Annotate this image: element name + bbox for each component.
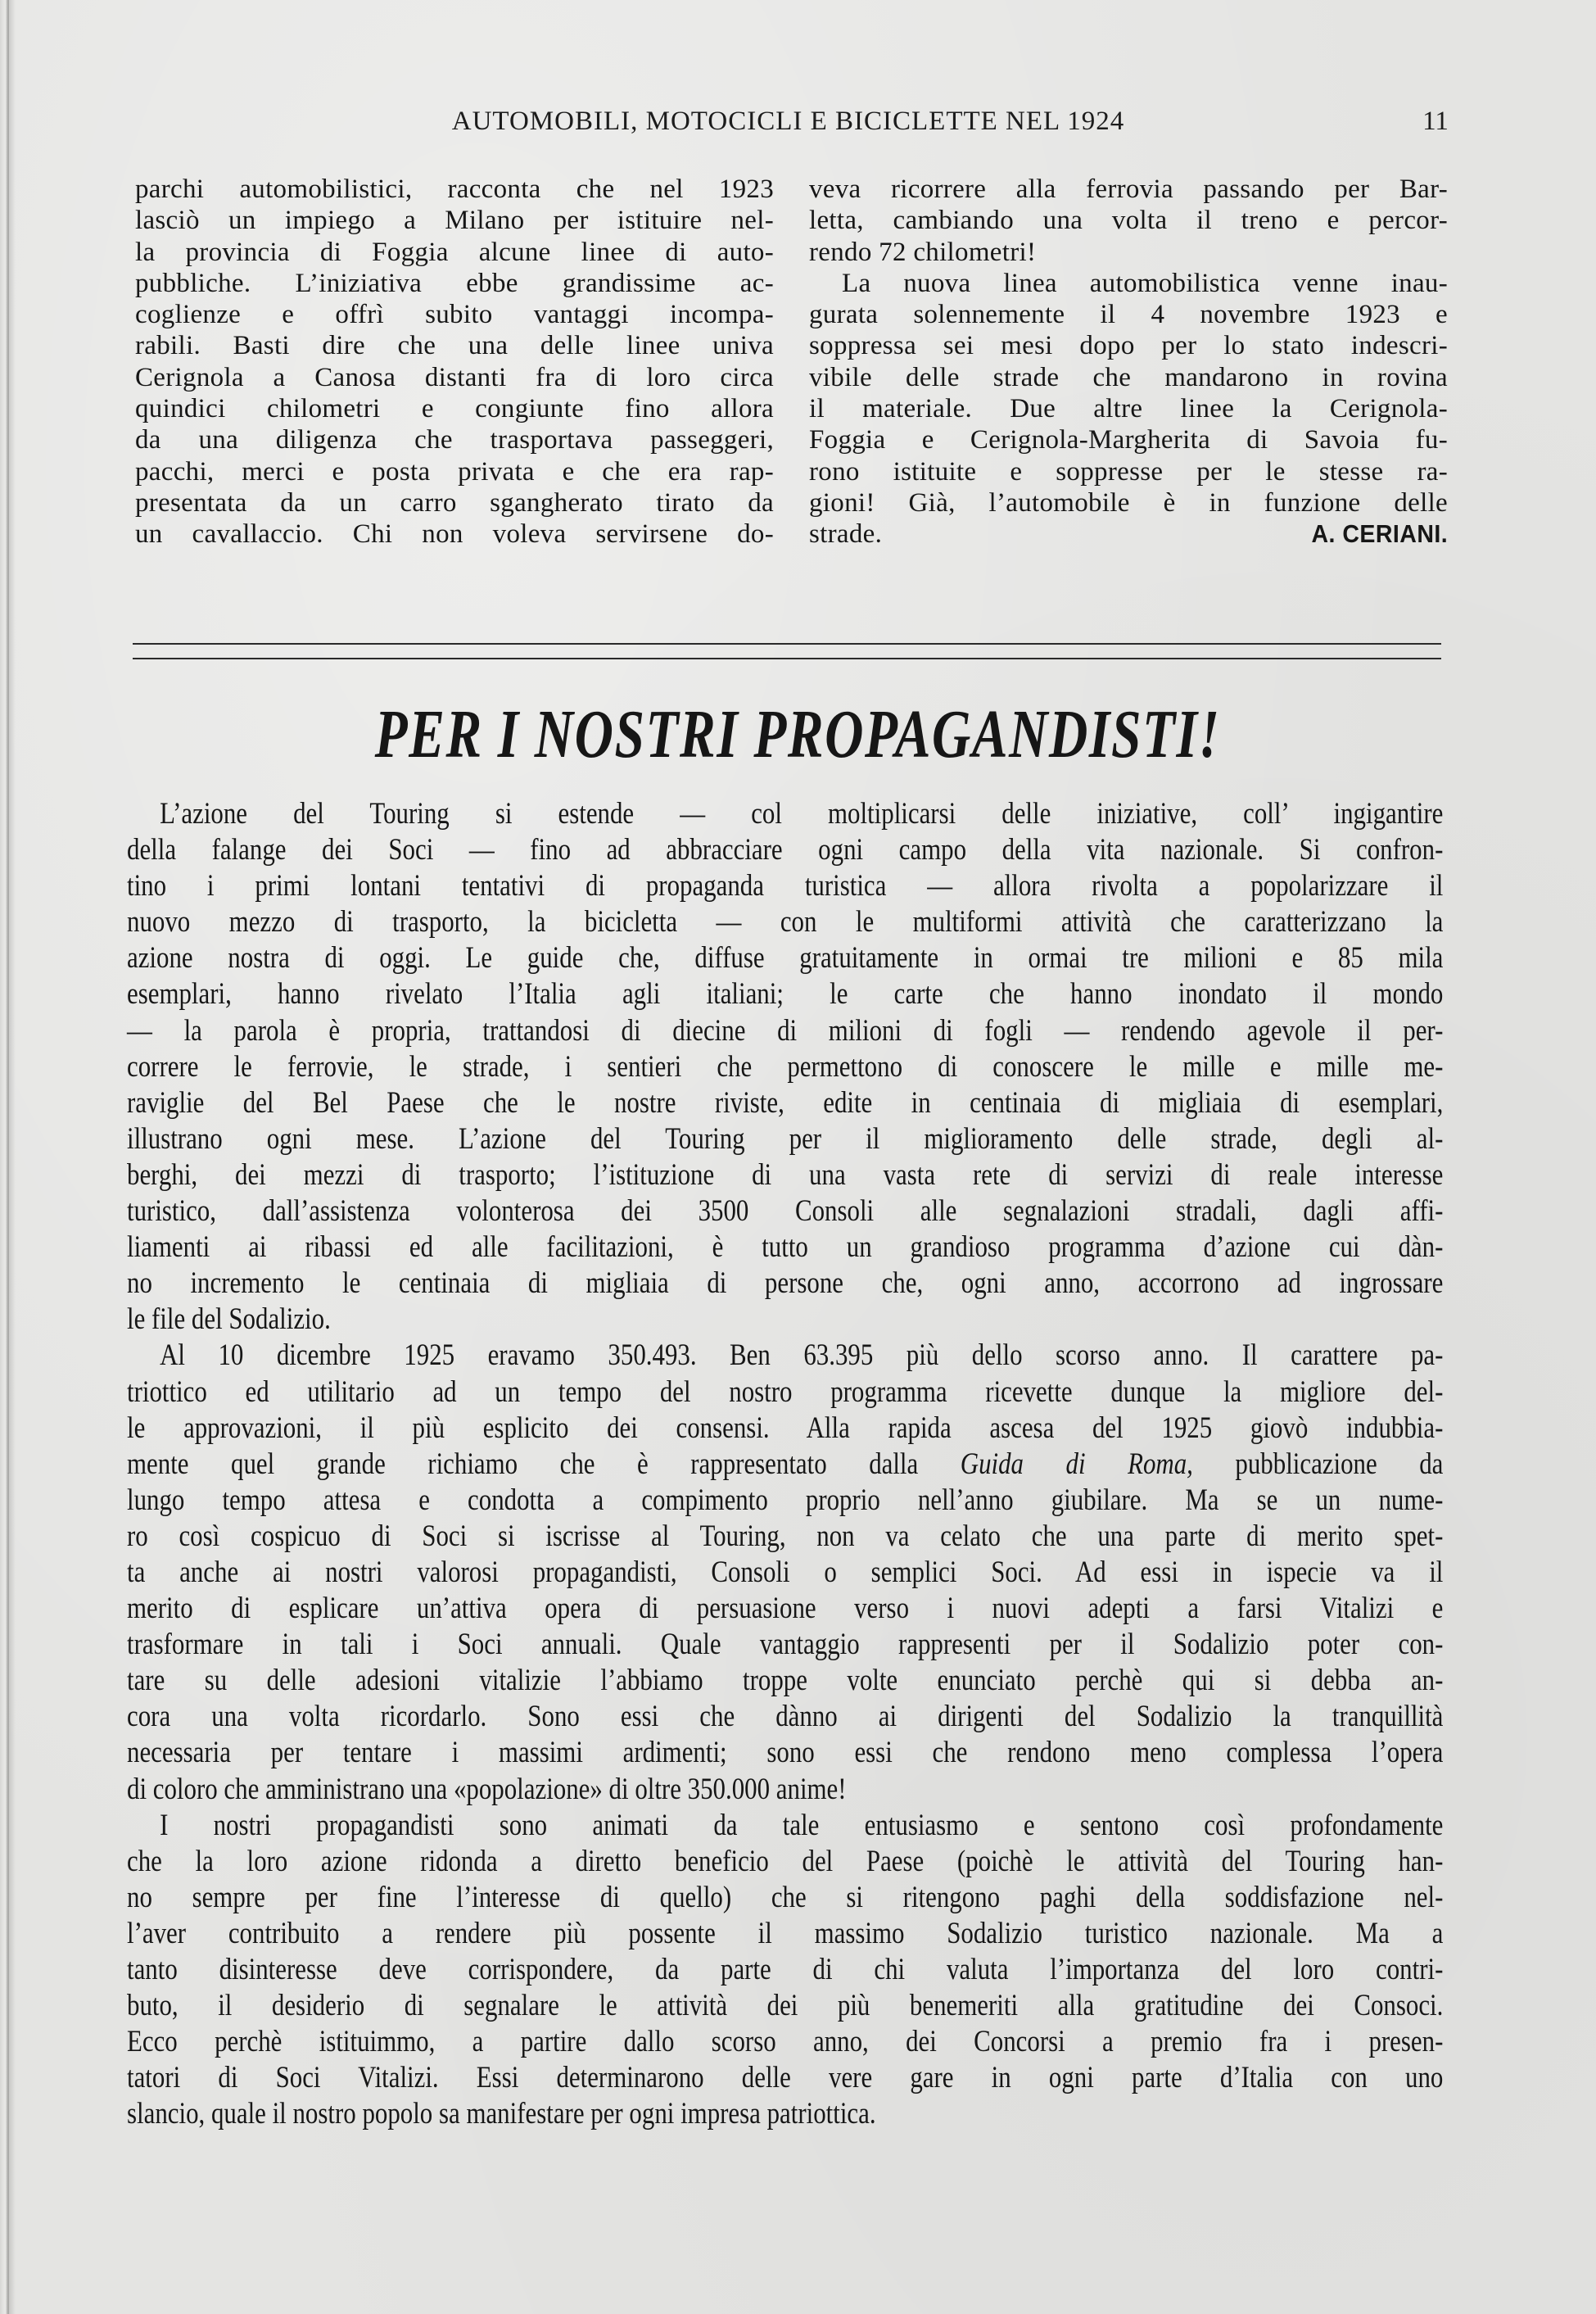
line-text: cora una volta ricordarlo. Sono essi che dànno ai dirigenti del Sodalizio la tranquillità bbox=[127, 1700, 1444, 1734]
article-title bbox=[0, 695, 1596, 774]
column-line: rono istituite e soppresse per le stesse ra- bbox=[809, 456, 1448, 487]
column-line: veva ricorrere alla ferrovia passando per Bar- bbox=[809, 174, 1448, 204]
paragraph-line bbox=[127, 2024, 1443, 2060]
paragraph-first-line bbox=[127, 796, 1443, 832]
column-line: parchi automobilistici, racconta che nel 1923 bbox=[135, 174, 774, 204]
section-divider-bottom bbox=[133, 658, 1441, 659]
line-text: tare su delle adesioni vitalizie l’abbiamo troppe volte enunciato perchè qui si debba an- bbox=[127, 1664, 1444, 1698]
line-text-segment: mente quel grande richiamo che è rappresentato dalla bbox=[127, 1447, 919, 1481]
paragraph-line bbox=[127, 1952, 1443, 1988]
line-text: tino i primi lontani tentativi di propaganda turistica — allora rivolta a popolarizzare il bbox=[127, 869, 1444, 903]
line-text: triottico ed utilitario ad un tempo del nostro programma ricevette dunque la migliore del- bbox=[127, 1374, 1444, 1409]
line-text: no sempre per fine l’interesse di quello) che si ritengono paghi della soddisfazione nel- bbox=[127, 1880, 1444, 1914]
article-body bbox=[127, 796, 1443, 2132]
paragraph-line bbox=[127, 2060, 1443, 2096]
paragraph-first-line bbox=[127, 1338, 1443, 1374]
column-line: La nuova linea automobilistica venne inau- bbox=[842, 268, 1448, 298]
line-text: nuovo mezzo di trasporto, la bicicletta — con le multiformi attività che caratterizzano la bbox=[127, 905, 1444, 940]
line-text: liamenti ai ribassi ed alle facilitazioni, è tutto un grandioso programma d’azione cui dàn- bbox=[127, 1230, 1444, 1265]
paragraph-line bbox=[127, 1627, 1443, 1663]
column-line: Cerignola a Canosa distanti fra di loro circa bbox=[135, 362, 774, 392]
column-line: letta, cambiando una volta il treno e percor- bbox=[809, 206, 1448, 236]
line-text: Al 10 dicembre 1925 eravamo 350.493. Ben 63.395 più dello scorso anno. Il carattere pa- bbox=[160, 1338, 1444, 1373]
line-text: merito di esplicare un’attiva opera di persuasione verso i nuovi adepti a farsi Vitalizi e bbox=[127, 1592, 1444, 1626]
line-text: slancio, quale il nostro popolo sa manifestare per ogni impresa patriottica. bbox=[127, 2097, 876, 2131]
paragraph-line bbox=[127, 1121, 1443, 1157]
line-text: le approvazioni, il più esplicito dei consensi. Alla rapida ascesa del 1925 giovò indubbia- bbox=[127, 1411, 1444, 1445]
line-text: Ecco perchè istituimmo, a partire dallo scorso anno, dei Concorsi a premio fra i presen- bbox=[127, 2025, 1444, 2059]
column-line: pubbliche. L’iniziativa ebbe grandissime ac- bbox=[135, 268, 774, 298]
paragraph-line bbox=[127, 1193, 1443, 1229]
paragraph-line bbox=[127, 2096, 1443, 2132]
line-text: che la loro azione ridonda a diretto beneficio del Paese (poichè le attività del Touring han- bbox=[127, 1844, 1444, 1878]
line-text: I nostri propagandisti sono animati da tale entusiasmo e sentono così profondamente bbox=[160, 1808, 1444, 1842]
line-text: le file del Sodalizio. bbox=[127, 1302, 331, 1337]
column-line: un cavallaccio. Chi non voleva servirsene do- bbox=[135, 519, 774, 550]
line-text: di coloro che amministrano una «popolazione» di oltre 350.000 anime! bbox=[127, 1772, 847, 1806]
line-text: azione nostra di oggi. Le guide che, diffuse gratuitamente in ormai tre milioni e 85 mila bbox=[127, 941, 1444, 976]
paragraph-line bbox=[127, 868, 1443, 904]
line-text: correre le ferrovie, le strade, i sentieri che permettono di conoscere le mille e mille me- bbox=[127, 1049, 1444, 1084]
line-text: tatori di Soci Vitalizi. Essi determinarono delle vere gare in ogni parte d’Italia con uno bbox=[127, 2061, 1444, 2095]
line-text: ta anche ai nostri valorosi propagandisti, Consoli o semplici Soci. Ad essi in ispecie va il bbox=[127, 1555, 1444, 1589]
line-text: L’azione del Touring si estende — col moltiplicarsi delle iniziative, coll’ ingigantire bbox=[160, 797, 1444, 831]
paragraph-line bbox=[127, 1663, 1443, 1699]
line-text: lungo tempo attesa e condotta a compimento proprio nell’anno giubilare. Ma se un nume- bbox=[127, 1483, 1444, 1517]
line-text: necessaria per tentare i massimi ardimenti; sono essi che rendono meno complessa l’opera bbox=[127, 1736, 1444, 1770]
line-text: della falange dei Soci — fino ad abbracciare ogni campo della vita nazionale. Si confron- bbox=[127, 833, 1444, 867]
line-text: esemplari, hanno rivelato l’Italia agli italiani; le carte che hanno inondato il mondo bbox=[127, 977, 1444, 1012]
column-line: da una diligenza che trasportava passeggeri, bbox=[135, 425, 774, 455]
paragraph-line bbox=[127, 1844, 1443, 1880]
line-text: raviglie del Bel Paese che le nostre riviste, edite in centinaia di migliaia di esemplari, bbox=[127, 1085, 1444, 1120]
page-number: 11 bbox=[1422, 106, 1449, 136]
line-text: turistico, dall’assistenza volonterosa dei 3500 Consoli alle segnalazioni stradali, dagli affi- bbox=[127, 1194, 1444, 1229]
gutter-shadow bbox=[9, 0, 16, 2314]
publication-title: Guida di Roma, bbox=[960, 1447, 1193, 1481]
column-line: la provincia di Foggia alcune linee di auto- bbox=[135, 237, 774, 267]
running-header: AUTOMOBILI, MOTOCICLI E BICICLETTE NEL 1924 bbox=[451, 106, 1125, 136]
page-gutter bbox=[0, 0, 9, 2314]
paragraph-line bbox=[127, 1302, 1443, 1338]
line-text: — la parola è propria, trattandosi di diecine di milioni di fogli — rendendo agevole il per- bbox=[127, 1013, 1444, 1048]
column-line: rabili. Basti dire che una delle linee univa bbox=[135, 331, 774, 361]
paragraph-line bbox=[127, 1699, 1443, 1735]
paragraph-line bbox=[127, 1374, 1443, 1411]
paragraph-line bbox=[127, 1988, 1443, 2024]
line-text: l’aver contribuito a rendere più possente il massimo Sodalizio turistico nazionale. Ma a bbox=[127, 1916, 1444, 1950]
column-line: coglienze e offrì subito vantaggi incompa- bbox=[135, 300, 774, 330]
paragraph-line bbox=[127, 940, 1443, 976]
column-line: quindici chilometri e congiunte fino allora bbox=[135, 394, 774, 424]
paragraph-line bbox=[127, 904, 1443, 940]
section-divider-top bbox=[133, 643, 1441, 645]
line-text: berghi, dei mezzi di trasporto; l’istituzione di una vasta rete di servizi di reale interesse bbox=[127, 1157, 1444, 1192]
paragraph-line bbox=[127, 1447, 1443, 1483]
previous-article-right-column bbox=[809, 174, 1448, 550]
paragraph-line bbox=[127, 1519, 1443, 1555]
paragraph-line bbox=[127, 1483, 1443, 1519]
column-line: Foggia e Cerignola-Margherita di Savoia fu- bbox=[809, 425, 1448, 455]
article-title-text: PER I NOSTRI PROPAGANDISTI! bbox=[375, 696, 1221, 772]
column-line: rendo 72 chilometri! bbox=[809, 237, 1037, 267]
line-text: trasformare in tali i Soci annuali. Quale vantaggio rappresenti per il Sodalizio poter con- bbox=[127, 1628, 1444, 1662]
column-line: gioni! Già, l’automobile è in funzione delle bbox=[809, 487, 1448, 518]
paragraph-line bbox=[127, 1735, 1443, 1771]
column-line-text: strade. bbox=[809, 519, 883, 550]
paragraph-line bbox=[127, 1411, 1443, 1447]
paragraph-line bbox=[127, 1591, 1443, 1627]
column-line: soppressa sei mesi dopo per lo stato indescri- bbox=[809, 331, 1448, 361]
author-signature: A. CERIANI. bbox=[1311, 519, 1448, 549]
paragraph-line bbox=[127, 1049, 1443, 1085]
column-line-with-signature bbox=[809, 518, 1448, 550]
line-text: ro così cospicuo di Soci si iscrisse al Touring, non va celato che una parte di merito spet- bbox=[127, 1519, 1444, 1553]
column-line: gurata solennemente il 4 novembre 1923 e bbox=[809, 300, 1448, 330]
paragraph-line bbox=[127, 1266, 1443, 1302]
line-text bbox=[127, 1447, 1443, 1483]
column-line: lasciò un impiego a Milano per istituire nel- bbox=[135, 206, 774, 236]
paragraph-line bbox=[127, 1916, 1443, 1952]
column-line: il materiale. Due altre linee la Cerignola- bbox=[809, 394, 1448, 424]
line-text: tanto disinteresse deve corrispondere, da parte di chi valuta l’importanza del loro contri- bbox=[127, 1953, 1444, 1986]
paragraph-line bbox=[127, 1157, 1443, 1193]
previous-article-left-column bbox=[135, 174, 774, 550]
paragraph-line bbox=[127, 976, 1443, 1012]
line-text: buto, il desiderio di segnalare le attività dei più benemeriti alla gratitudine dei Consoci. bbox=[127, 1989, 1444, 2023]
line-text: illustrano ogni mese. L’azione del Touring per il miglioramento delle strade, degli al- bbox=[127, 1121, 1444, 1156]
paragraph-line bbox=[127, 1085, 1443, 1121]
paragraph-line bbox=[127, 1772, 1443, 1808]
paragraph-line bbox=[127, 1880, 1443, 1916]
paragraph-first-line bbox=[127, 1808, 1443, 1844]
column-line: pacchi, merci e posta privata e che era rap- bbox=[135, 456, 774, 487]
paragraph-line bbox=[127, 1229, 1443, 1266]
line-text: no incremento le centinaia di migliaia di persone che, ogni anno, accorrono ad ingrossare bbox=[127, 1266, 1444, 1301]
column-line: vibile delle strade che mandarono in rovina bbox=[809, 362, 1448, 392]
line-text-segment: pubblicazione da bbox=[1235, 1447, 1444, 1481]
column-line: presentata da un carro sgangherato tirato da bbox=[135, 487, 774, 518]
paragraph-line bbox=[127, 1555, 1443, 1591]
paragraph-line bbox=[127, 832, 1443, 868]
paragraph-line bbox=[127, 1013, 1443, 1049]
